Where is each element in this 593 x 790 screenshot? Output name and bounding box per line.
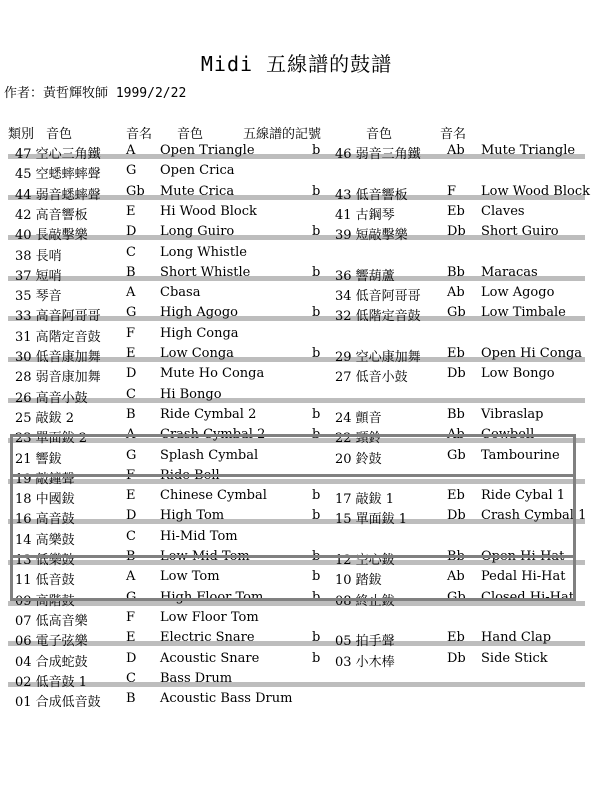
row-right-note: Ab	[447, 285, 465, 301]
strike-line	[8, 682, 585, 687]
row-right-tone: Short Guiro	[481, 224, 559, 240]
row-left-tone: Cbasa	[160, 285, 201, 301]
row-flat-mark: b	[312, 224, 321, 240]
row-left-name: 23 單面鈸 2	[15, 431, 88, 447]
row-left-tone: Long Guiro	[160, 224, 235, 240]
row-left-name: 07 低高音樂	[15, 613, 88, 629]
row-flat-mark: b	[312, 549, 321, 564]
row-right-tone: Mute Triangle	[481, 143, 576, 158]
row-right-tone: Claves	[481, 203, 525, 219]
row-right-note: Bb	[447, 549, 465, 564]
row-left-tone: Open Triangle	[160, 143, 255, 158]
row-flat-mark: b	[312, 508, 321, 524]
row-left-tone: Low Tom	[160, 569, 220, 585]
row-right-name: 05 拍手聲	[335, 634, 395, 650]
table-row	[0, 671, 593, 691]
row-right-name: 12 空心鈸	[335, 553, 395, 568]
row-left-note: A	[126, 569, 136, 585]
row-left-name: 13 低樂鼓	[15, 553, 75, 568]
row-right-note: Ab	[447, 143, 465, 158]
row-right-tone: Crash Cymbal 1	[481, 508, 587, 524]
highlight-box-inner	[10, 474, 576, 558]
table-row	[0, 610, 593, 630]
row-left-note: B	[126, 691, 136, 707]
row-left-tone: High Conga	[160, 325, 239, 341]
table-row	[0, 366, 593, 386]
row-right-name: 46 弱音三角鐵	[335, 147, 421, 162]
row-right-note: Eb	[447, 488, 465, 504]
row-right-tone: Low Bongo	[481, 366, 555, 382]
row-left-note: D	[126, 366, 137, 382]
row-right-note: Eb	[447, 346, 465, 361]
row-left-tone: Mute Ho Conga	[160, 366, 265, 382]
row-right-tone: Pedal Hi-Hat	[481, 569, 566, 585]
row-left-note: C	[126, 670, 136, 686]
row-right-tone: Maracas	[481, 264, 538, 280]
row-left-note: D	[126, 224, 137, 240]
row-left-note: F	[126, 609, 136, 625]
row-flat-mark: b	[312, 406, 321, 422]
row-right-note: Bb	[447, 264, 465, 280]
row-right-note: Db	[447, 650, 466, 666]
row-left-tone: High Agogo	[160, 305, 239, 321]
table-row	[0, 184, 593, 204]
row-right-name: 29 空心康加舞	[335, 350, 421, 365]
row-left-name: 31 高階定音鼓	[15, 329, 101, 345]
row-right-name: 41 古鋼琴	[335, 207, 395, 223]
row-left-name: 35 琴音	[15, 289, 62, 305]
table-row	[0, 245, 593, 265]
row-right-note: Db	[447, 366, 466, 382]
row-right-name: 43 低音響板	[335, 187, 408, 203]
row-left-name: 01 合成低音鼓	[15, 695, 101, 711]
page-title: Midi 五線譜的鼓譜	[200, 52, 393, 76]
table-row	[0, 265, 593, 285]
row-left-tone: Low Floor Tom	[160, 609, 259, 625]
row-right-note: Db	[447, 224, 466, 240]
row-left-tone: Hi Bongo	[160, 386, 222, 402]
row-left-note: A	[126, 285, 136, 301]
row-right-name: 36 響葫蘆	[335, 268, 395, 284]
row-left-name: 16 高音鼓	[15, 512, 75, 528]
row-left-note: E	[126, 630, 136, 646]
row-right-tone: Open Hi-Hat	[481, 549, 565, 564]
row-left-tone: Mute Crica	[160, 183, 235, 199]
row-flat-mark: b	[312, 143, 321, 158]
row-left-name: 33 高音阿哥哥	[15, 309, 101, 325]
row-right-note: Gb	[447, 447, 466, 463]
row-left-note: F	[126, 325, 136, 341]
table-row	[0, 305, 593, 325]
row-right-name: 22 頸鈴	[335, 431, 382, 447]
row-right-tone: Side Stick	[481, 650, 548, 666]
table-row	[0, 407, 593, 427]
row-right-tone: Hand Clap	[481, 630, 552, 646]
row-left-tone: Ride Cymbal 2	[160, 406, 257, 422]
row-left-name: 38 長哨	[15, 248, 62, 264]
row-right-note: Ab	[447, 569, 465, 585]
row-right-tone: Vibraslap	[481, 406, 544, 422]
row-flat-mark: b	[312, 183, 321, 199]
row-left-note: G	[126, 589, 137, 605]
row-left-tone: Electric Snare	[160, 630, 255, 646]
table-row	[0, 143, 593, 163]
row-right-note: Bb	[447, 406, 465, 422]
row-left-name: 45 空蟋蟀蟀聲	[15, 167, 101, 183]
table-row	[0, 387, 593, 407]
row-right-name: 08 終止鈸	[335, 593, 395, 609]
row-left-note: A	[126, 427, 136, 443]
header-staff-mark: 五線譜的記號	[243, 127, 322, 142]
row-left-tone: Acoustic Bass Drum	[160, 691, 293, 707]
row-left-name: 28 弱音康加舞	[15, 370, 101, 386]
row-right-tone: Low Agogo	[481, 285, 555, 301]
row-left-name: 18 中國鈸	[15, 492, 75, 508]
row-left-tone: Acoustic Snare	[160, 650, 260, 666]
row-left-note: D	[126, 650, 137, 666]
row-left-tone: Splash Cymbal	[160, 447, 259, 463]
row-right-note: Eb	[447, 630, 465, 646]
row-left-note: G	[126, 163, 137, 179]
header-note: 音名	[440, 127, 467, 142]
row-right-note: Gb	[447, 305, 466, 321]
row-right-note: F	[447, 183, 457, 199]
row-right-name: 32 低階定音鼓	[335, 309, 421, 325]
row-right-tone: Tambourine	[481, 447, 560, 463]
row-left-note: C	[126, 244, 136, 260]
row-left-note: E	[126, 488, 136, 504]
row-left-name: 47 空心三角鐵	[15, 147, 101, 162]
row-flat-mark: b	[312, 569, 321, 585]
table-header	[0, 123, 593, 141]
row-left-note: B	[126, 406, 136, 422]
row-flat-mark: b	[312, 488, 321, 504]
table-row	[0, 204, 593, 224]
row-right-tone: Low Timbale	[481, 305, 566, 321]
row-right-tone: Low Wood Block	[481, 183, 591, 199]
header-note: 音名	[126, 127, 153, 142]
row-left-name: 21 響鈸	[15, 451, 62, 467]
row-left-tone: Ride Bell	[160, 467, 220, 483]
table-row	[0, 326, 593, 346]
row-left-name: 26 高音小鼓	[15, 390, 88, 406]
row-left-name: 42 高音響板	[15, 207, 88, 223]
row-left-name: 19 敲鐘聲	[15, 471, 75, 487]
table-row	[0, 346, 593, 366]
row-right-name: 10 踏鈸	[335, 573, 382, 589]
row-left-note: B	[126, 264, 136, 280]
row-left-name: 02 低音鼓 1	[15, 674, 88, 690]
row-left-tone: Open Crica	[160, 163, 235, 179]
row-left-tone: Crash Cymbal 2	[160, 427, 266, 443]
row-left-note: E	[126, 203, 136, 219]
table-row	[0, 285, 593, 305]
row-left-name: 40 長敲擊樂	[15, 228, 88, 244]
row-left-note: B	[126, 549, 136, 564]
row-right-note: Ab	[447, 427, 465, 443]
row-left-name: 14 高樂鼓	[15, 532, 75, 548]
strike-line	[8, 398, 585, 403]
row-left-tone: Hi Wood Block	[160, 203, 257, 219]
row-left-tone: Hi-Mid Tom	[160, 528, 238, 544]
row-flat-mark: b	[312, 264, 321, 280]
row-left-name: 06 電子弦樂	[15, 634, 88, 650]
row-left-tone: Short Whistle	[160, 264, 251, 280]
row-left-tone: Chinese Cymbal	[160, 488, 267, 504]
header-tone: 音色	[177, 127, 204, 142]
row-left-note: G	[126, 305, 137, 321]
row-left-tone: Low Conga	[160, 346, 234, 361]
author-line: 作者：黃哲輝牧師 1999/2/22	[4, 86, 187, 101]
row-left-note: G	[126, 447, 137, 463]
row-flat-mark: b	[312, 650, 321, 666]
row-right-tone: Ride Cybal 1	[481, 488, 566, 504]
row-right-tone: Closed Hi-Hat	[481, 589, 574, 605]
row-left-tone: High Tom	[160, 508, 225, 524]
row-left-note: C	[126, 386, 136, 402]
header-category: 類別	[8, 127, 35, 142]
table-row	[0, 651, 593, 671]
row-flat-mark: b	[312, 427, 321, 443]
row-right-note: Eb	[447, 203, 465, 219]
row-right-name: 03 小木棒	[335, 654, 395, 670]
row-left-note: F	[126, 467, 136, 483]
row-right-name: 20 鈴鼓	[335, 451, 382, 467]
row-right-tone: Cowbell	[481, 427, 535, 443]
header-tone: 音色	[366, 127, 393, 142]
row-left-name: 37 短哨	[15, 268, 62, 284]
table-row	[0, 630, 593, 650]
row-flat-mark: b	[312, 346, 321, 361]
row-right-name: 24 顫音	[335, 410, 382, 426]
header-tone: 音色	[46, 127, 73, 142]
row-left-name: 30 低音康加舞	[15, 350, 101, 365]
row-right-note: Db	[447, 508, 466, 524]
row-right-name: 34 低音阿哥哥	[335, 289, 421, 305]
row-left-name: 44 弱音蟋蟀聲	[15, 187, 101, 203]
row-left-name: 25 敲鈸 2	[15, 410, 75, 426]
row-right-name: 17 敲鈸 1	[335, 492, 395, 508]
row-left-note: A	[126, 143, 136, 158]
row-right-name: 27 低音小鼓	[335, 370, 408, 386]
row-left-note: D	[126, 508, 137, 524]
row-left-name: 11 低音鼓	[15, 573, 75, 589]
row-flat-mark: b	[312, 589, 321, 605]
table-row	[0, 691, 593, 711]
row-left-name: 04 合成蛇鼓	[15, 654, 88, 670]
row-left-tone: Low-Mid Tom	[160, 549, 250, 564]
row-right-name: 39 短敲擊樂	[335, 228, 408, 244]
row-left-note: E	[126, 346, 136, 361]
row-left-tone: High Floor Tom	[160, 589, 264, 605]
row-left-note: C	[126, 528, 136, 544]
row-flat-mark: b	[312, 305, 321, 321]
table-row	[0, 163, 593, 183]
table-row	[0, 224, 593, 244]
row-right-tone: Open Hi Conga	[481, 346, 583, 361]
row-left-name: 09 高階鼓	[15, 593, 75, 609]
row-left-tone: Long Whistle	[160, 244, 247, 260]
row-flat-mark: b	[312, 630, 321, 646]
row-left-tone: Bass Drum	[160, 670, 233, 686]
row-right-name: 15 單面鈸 1	[335, 512, 408, 528]
row-right-note: Gb	[447, 589, 466, 605]
row-left-note: Gb	[126, 183, 145, 199]
